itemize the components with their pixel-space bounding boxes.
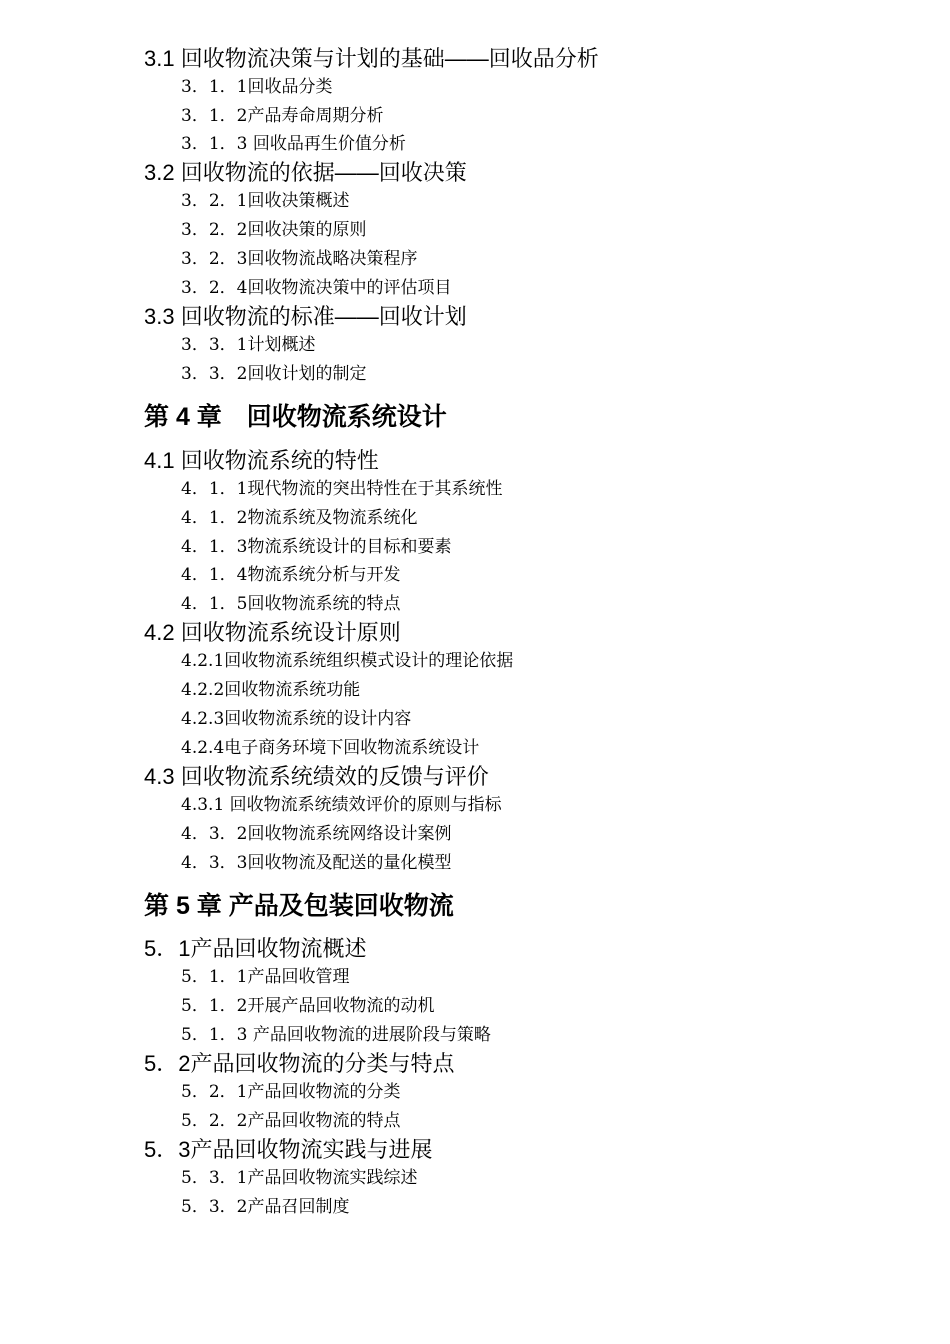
subsection-5-3-1: 5．3．1产品回收物流实践综述 [181, 1168, 418, 1188]
subsection-5-3-2: 5．3．2产品召回制度 [181, 1197, 350, 1217]
subsection-4-2-3: 4.2.3回收物流系统的设计内容 [181, 709, 412, 729]
subsection-4-1-1: 4．1．1现代物流的突出特性在于其系统性 [181, 479, 503, 499]
subsection-4-1-4: 4．1．4物流系统分析与开发 [181, 565, 401, 585]
subsection-4-1-2: 4．1．2物流系统及物流系统化 [181, 508, 418, 528]
subsection-5-1-2: 5．1．2开展产品回收物流的动机 [181, 996, 435, 1016]
subsection-4-3-3: 4．3．3回收物流及配送的量化模型 [181, 853, 452, 873]
chapter-heading-5: 第 5 章 产品及包装回收物流 [144, 892, 454, 920]
subsection-3-2-4: 3．2．4回收物流决策中的评估项目 [181, 278, 452, 298]
subsection-5-2-1: 5．2．1产品回收物流的分类 [181, 1082, 401, 1102]
section-heading-4-1: 4.1 回收物流系统的特性 [144, 448, 379, 473]
subsection-3-3-2: 3．3．2回收计划的制定 [181, 364, 367, 384]
section-heading-4-3: 4.3 回收物流系统绩效的反馈与评价 [144, 764, 489, 789]
subsection-3-2-2: 3．2．2回收决策的原则 [181, 220, 367, 240]
subsection-3-1-3: 3．1．3 回收品再生价值分析 [181, 134, 406, 154]
section-heading-5-2: 5．2产品回收物流的分类与特点 [144, 1051, 455, 1076]
section-heading-3-2: 3.2 回收物流的依据——回收决策 [144, 160, 467, 185]
section-heading-5-1: 5．1产品回收物流概述 [144, 936, 367, 961]
subsection-3-1-1: 3．1．1回收品分类 [181, 77, 333, 97]
subsection-3-1-2: 3．1．2产品寿命周期分析 [181, 106, 384, 126]
subsection-4-1-3: 4．1．3物流系统设计的目标和要素 [181, 537, 452, 557]
subsection-4-3-1: 4.3.1 回收物流系统绩效评价的原则与指标 [181, 795, 502, 815]
section-heading-3-1: 3.1 回收物流决策与计划的基础——回收品分析 [144, 46, 599, 71]
subsection-4-2-4: 4.2.4电子商务环境下回收物流系统设计 [181, 738, 480, 758]
subsection-3-2-3: 3．2．3回收物流战略决策程序 [181, 249, 418, 269]
subsection-5-1-1: 5．1．1产品回收管理 [181, 967, 350, 987]
subsection-3-3-1: 3．3．1计划概述 [181, 335, 316, 355]
chapter-heading-4: 第 4 章 回收物流系统设计 [144, 403, 447, 431]
subsection-3-2-1: 3．2．1回收决策概述 [181, 191, 350, 211]
section-heading-3-3: 3.3 回收物流的标准——回收计划 [144, 304, 467, 329]
section-heading-4-2: 4.2 回收物流系统设计原则 [144, 620, 401, 645]
subsection-4-3-2: 4．3．2回收物流系统网络设计案例 [181, 824, 452, 844]
subsection-4-2-2: 4.2.2回收物流系统功能 [181, 680, 361, 700]
subsection-4-1-5: 4．1．5回收物流系统的特点 [181, 594, 401, 614]
subsection-5-2-2: 5．2．2产品回收物流的特点 [181, 1111, 401, 1131]
section-heading-5-3: 5．3产品回收物流实践与进展 [144, 1137, 433, 1162]
subsection-5-1-3: 5．1．3 产品回收物流的进展阶段与策略 [181, 1025, 491, 1045]
subsection-4-2-1: 4.2.1回收物流系统组织模式设计的理论依据 [181, 651, 514, 671]
